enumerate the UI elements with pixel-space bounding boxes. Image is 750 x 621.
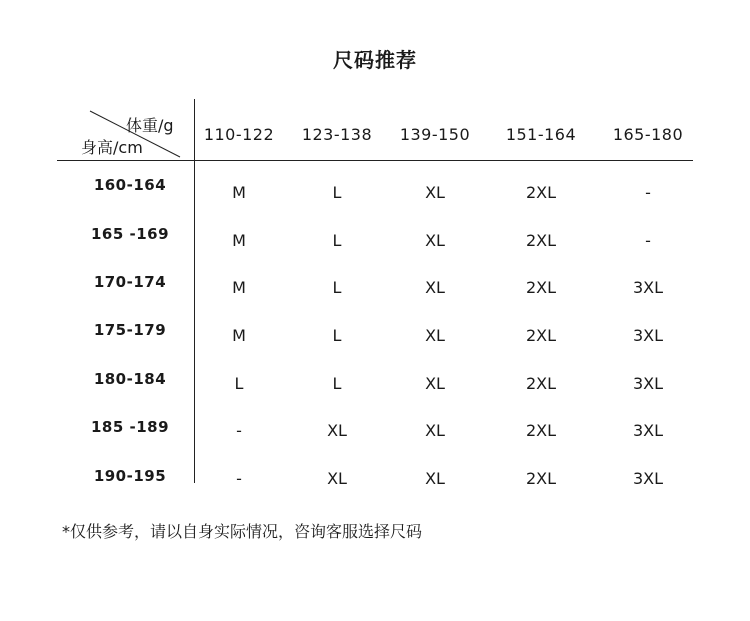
column-header: 165-180	[612, 125, 684, 144]
page-title: 尺码推荐	[333, 48, 417, 72]
height-header: 身高/cm	[81, 138, 143, 157]
column-header: 110-122	[203, 125, 275, 144]
row-header: 165 -169	[90, 225, 170, 243]
table-cell: XL	[327, 469, 347, 488]
table-cell: 2XL	[525, 374, 557, 393]
table-cell: -	[645, 231, 651, 250]
table-cell: XL	[425, 469, 445, 488]
table-cell: XL	[425, 374, 445, 393]
table-cell: 2XL	[525, 183, 557, 202]
row-header: 175-179	[93, 321, 167, 339]
table-cell: L	[332, 326, 342, 345]
table-cell: XL	[425, 326, 445, 345]
row-header: 160-164	[93, 176, 167, 194]
row-header: 185 -189	[90, 418, 170, 436]
row-header: 180-184	[93, 370, 167, 388]
table-cell: L	[332, 183, 342, 202]
column-header: 151-164	[505, 125, 577, 144]
table-cell: M	[232, 326, 246, 345]
table-cell: 2XL	[525, 231, 557, 250]
table-cell: 2XL	[525, 326, 557, 345]
table-cell: L	[332, 278, 342, 297]
table-cell: 3XL	[632, 278, 664, 297]
column-header: 139-150	[399, 125, 471, 144]
table-cell: XL	[425, 278, 445, 297]
table-cell: 2XL	[525, 469, 557, 488]
weight-header: 体重/g	[126, 116, 174, 135]
table-cell: 3XL	[632, 421, 664, 440]
table-cell: XL	[327, 421, 347, 440]
table-cell: XL	[425, 421, 445, 440]
table-cell: 3XL	[632, 326, 664, 345]
table-cell: M	[232, 278, 246, 297]
table-cell: L	[234, 374, 244, 393]
table-cell: 3XL	[632, 374, 664, 393]
table-cell: L	[332, 231, 342, 250]
table-cell: -	[645, 183, 651, 202]
disclaimer-note: *仅供参考，请以自身实际情况，咨询客服选择尺码	[62, 522, 423, 541]
table-cell: 2XL	[525, 421, 557, 440]
table-cell: -	[236, 421, 242, 440]
table-cell: 3XL	[632, 469, 664, 488]
row-header: 190-195	[93, 467, 167, 485]
table-cell: 2XL	[525, 278, 557, 297]
table-cell: XL	[425, 183, 445, 202]
table-cell: -	[236, 469, 242, 488]
header-divider	[57, 160, 693, 161]
table-cell: L	[332, 374, 342, 393]
table-cell: M	[232, 183, 246, 202]
table-cell: XL	[425, 231, 445, 250]
table-cell: M	[232, 231, 246, 250]
column-header: 123-138	[301, 125, 373, 144]
row-header: 170-174	[93, 273, 167, 291]
row-header-divider	[194, 99, 195, 483]
